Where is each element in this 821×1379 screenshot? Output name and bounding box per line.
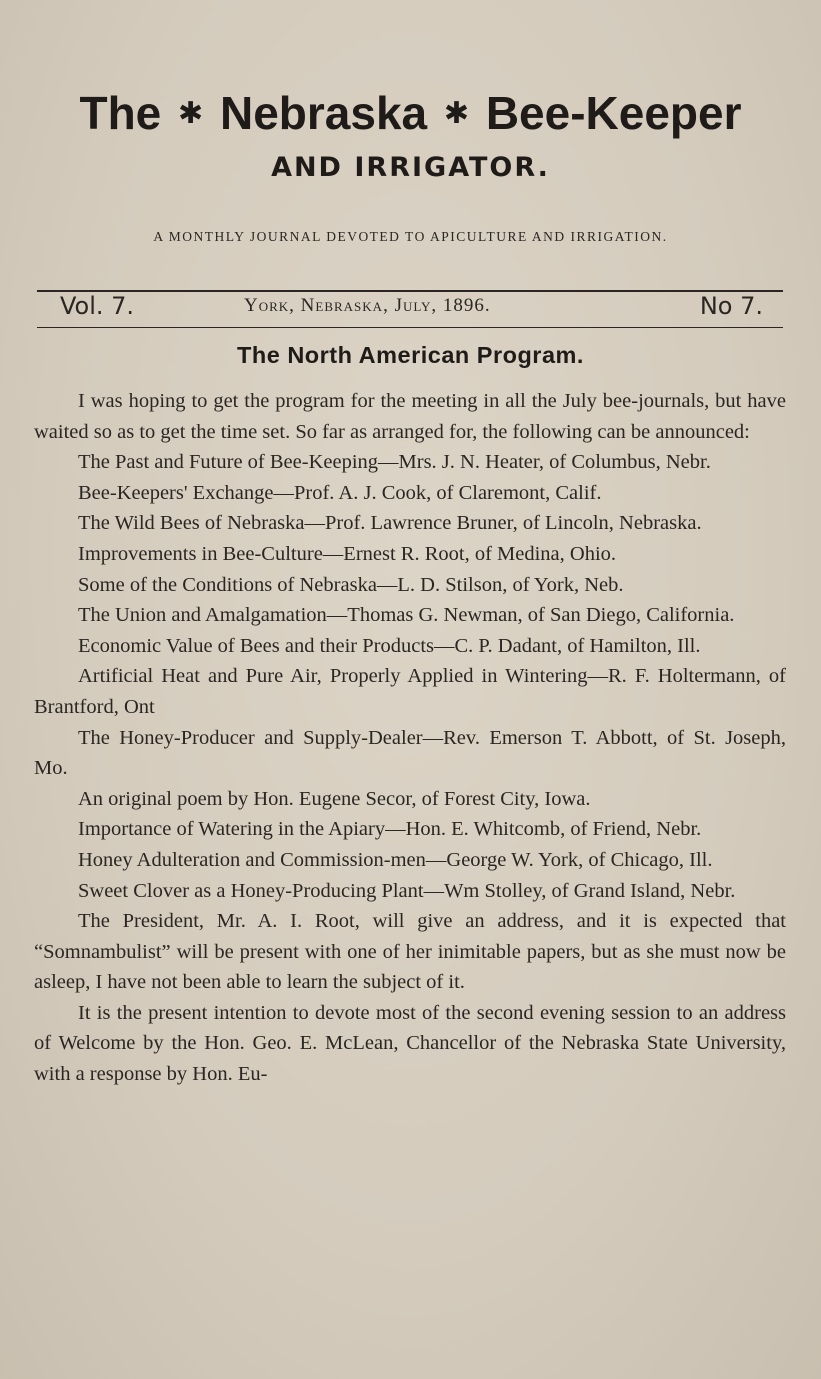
masthead-nebraska: Nebraska (219, 87, 428, 139)
paragraph: Importance of Watering in the Apiary—Hon. E. Whitcomb, of Friend, Nebr. (78, 818, 702, 841)
paragraph: Honey Adulteration and Commission-men—George W. York, of Chicago, Ill. (78, 848, 713, 871)
paragraph: Sweet Clover as a Honey-Producing Plant—Wm Stolley, of Grand Island, Nebr. (78, 879, 736, 902)
paragraph: An original poem by Hon. Eugene Secor, of Forest City, Iowa. (78, 787, 591, 810)
masthead-title (0, 86, 821, 140)
paragraph: The President, Mr. A. I. Root, will give an address, and it is expected that “Somnambulist” will be present with one of her inimitable papers, but as she must now be asleep, I have not been able to learn the subject of it. (34, 910, 786, 994)
paragraph: Improvements in Bee-Culture—Ernest R. Root, of Medina, Ohio. (78, 542, 617, 565)
issue-number: No 7. (699, 292, 763, 320)
paragraph: Economic Value of Bees and their Products—C. P. Dadant, of Hamilton, Ill. (78, 634, 701, 657)
masthead-the: The (79, 87, 162, 139)
asterisk-ornament-icon: ✱ (443, 97, 470, 130)
masthead-bee-keeper: Bee-Keeper (485, 87, 742, 139)
paragraph: I was hoping to get the program for the meeting in all the July bee-journals, but have waited so as to get the time set. So far as arranged for, the following can be announced: (34, 390, 786, 443)
paragraph: Some of the Conditions of Nebraska—L. D. Stilson, of York, Neb. (78, 573, 624, 596)
paragraph: The Past and Future of Bee-Keeping—Mrs. J. N. Heater, of Columbus, Nebr. (78, 451, 711, 474)
bottom-rule (37, 327, 783, 328)
article-body (34, 386, 786, 1090)
masthead-subtitle: AND IRRIGATOR. (271, 152, 550, 183)
volume-number: Vol. 7. (60, 292, 135, 320)
paragraph: Bee-Keepers' Exchange—Prof. A. J. Cook, of Claremont, Calif. (78, 481, 602, 504)
paragraph: The Wild Bees of Nebraska—Prof. Lawrence Bruner, of Lincoln, Nebraska. (78, 512, 702, 535)
asterisk-ornament-icon: ✱ (178, 97, 204, 130)
place-date: York, Nebraska, July, 1896. (244, 295, 491, 316)
issue-line (37, 292, 783, 326)
journal-tagline: A MONTHLY JOURNAL DEVOTED TO APICULTURE AND IRRIGATION. (153, 229, 668, 244)
paragraph: It is the present intention to devote most of the second evening session to an address of Welcome by the Hon. Geo. E. McLean, Chancellor of the Nebraska State University, with a response by Hon. Eu- (34, 1001, 786, 1086)
paragraph: The Union and Amalgamation—Thomas G. Newman, of San Diego, California. (78, 604, 735, 627)
paragraph: The Honey-Producer and Supply-Dealer—Rev. Emerson T. Abbott, of St. Joseph, Mo. (34, 726, 786, 780)
article-title: The North American Program. (237, 342, 584, 368)
paragraph: Artificial Heat and Pure Air, Properly Applied in Wintering—R. F. Holtermann, of Brantford, Ont (34, 665, 786, 718)
